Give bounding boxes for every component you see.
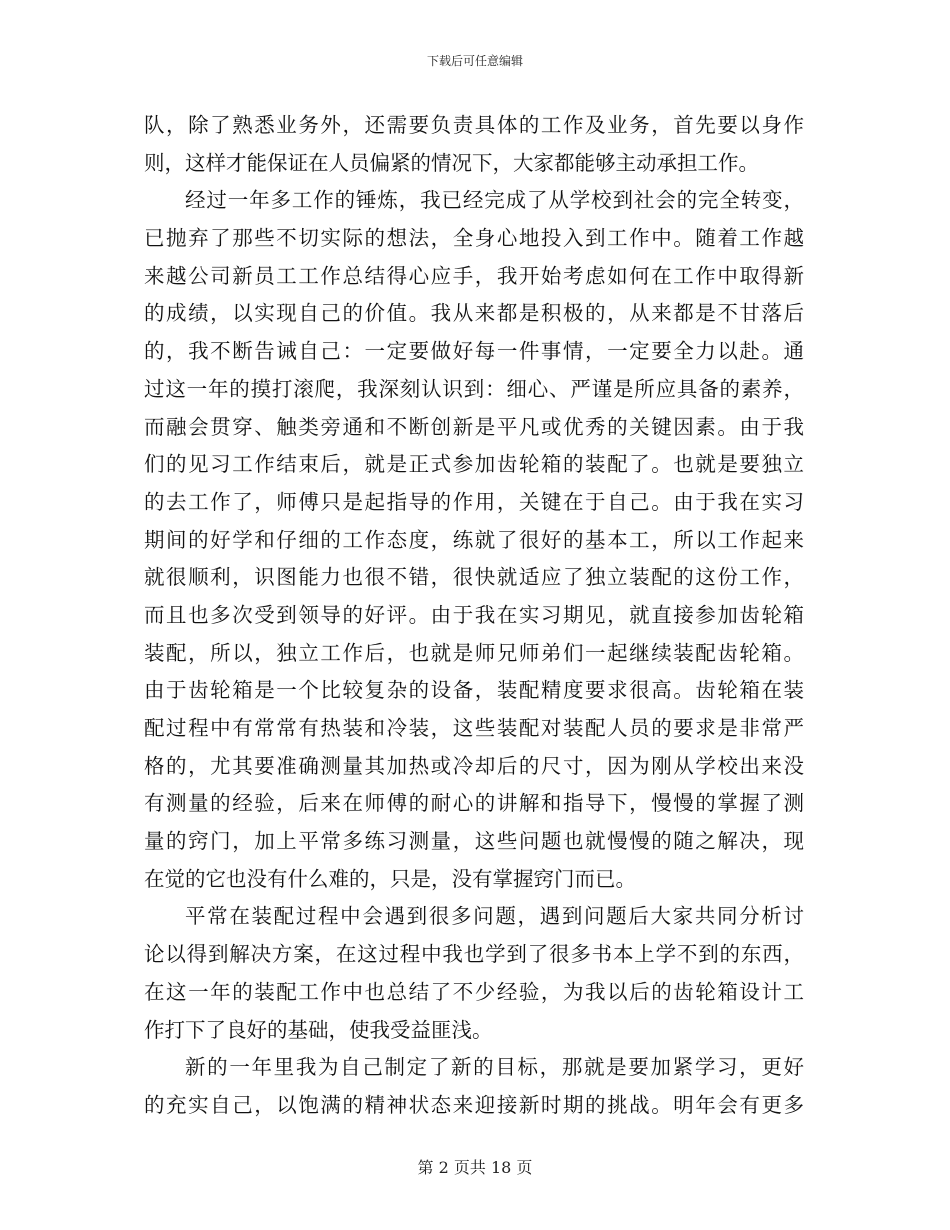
text-line: 期间的好学和仔细的工作态度，练就了很好的基本工，所以工作起来 — [144, 527, 804, 552]
text-line: 论以得到解决方案，在这过程中我也学到了很多书本上学不到的东西， — [144, 942, 804, 967]
text-line: 来越公司新员工工作总结得心应手，我开始考虑如何在工作中取得新 — [144, 263, 804, 288]
text-line: 们的见习工作结束后，就是正式参加齿轮箱的装配了。也就是要独立 — [144, 452, 804, 477]
text-line: 则，这样才能保证在人员偏紧的情况下，大家都能够主动承担工作。 — [144, 150, 759, 175]
text-line: 已抛弃了那些不切实际的想法，全身心地投入到工作中。随着工作越 — [144, 226, 804, 251]
text-line: 新的一年里我为自己制定了新的目标，那就是要加紧学习，更好 — [185, 1055, 804, 1080]
paragraph — [144, 1049, 804, 1124]
paragraph — [144, 107, 804, 182]
text-line: 队，除了熟悉业务外，还需要负责具体的工作及业务，首先要以身作 — [144, 113, 804, 137]
text-line: 的成绩，以实现自己的价值。我从来都是积极的，从来都是不甘落后 — [144, 301, 804, 326]
text-line: 由于齿轮箱是一个比较复杂的设备，装配精度要求很高。齿轮箱在装 — [144, 678, 804, 703]
text-line: 装配，所以，独立工作后，也就是师兄师弟们一起继续装配齿轮箱。 — [144, 640, 804, 665]
text-line: 量的窍门，加上平常多练习测量，这些问题也就慢慢的随之解决，现 — [144, 829, 804, 854]
paragraph — [144, 898, 804, 1049]
text-line: 有测量的经验，后来在师傅的耐心的讲解和指导下，慢慢的掌握了测 — [144, 791, 804, 816]
text-line: 而且也多次受到领导的好评。由于我在实习期见，就直接参加齿轮箱 — [144, 602, 804, 627]
text-line: 配过程中有常常有热装和冷装，这些装配对装配人员的要求是非常严 — [144, 716, 804, 740]
text-line: 而融会贯穿、触类旁通和不断创新是平凡或优秀的关键因素。由于我 — [144, 414, 804, 439]
text-line: 平常在装配过程中会遇到很多问题，遇到问题后大家共同分析讨 — [185, 904, 804, 929]
text-line: 在这一年的装配工作中也总结了不少经验，为我以后的齿轮箱设计工 — [144, 979, 804, 1004]
text-line: 经过一年多工作的锤炼，我已经完成了从学校到社会的完全转变， — [185, 188, 804, 213]
text-line: 在觉的它也没有什么难的，只是，没有掌握窍门而已。 — [144, 866, 636, 891]
text-line: 的，我不断告诫自己：一定要做好每一件事情，一定要全力以赴。通 — [144, 339, 804, 364]
paragraph — [144, 182, 804, 898]
page-footer: 第 2 页共 18 页 — [417, 1158, 533, 1177]
text-line: 就很顺利，识图能力也很不错，很快就适应了独立装配的这份工作， — [144, 565, 804, 590]
text-line: 的充实自己，以饱满的精神状态来迎接新时期的挑战。明年会有更多 — [144, 1092, 804, 1117]
document-body — [144, 107, 804, 1125]
text-line: 的去工作了，师傅只是起指导的作用，关键在于自己。由于我在实习 — [144, 489, 804, 514]
text-line: 格的，尤其要准确测量其加热或冷却后的尺寸，因为刚从学校出来没 — [144, 753, 804, 778]
text-line: 作打下了良好的基础，使我受益匪浅。 — [144, 1017, 493, 1042]
text-line: 过这一年的摸打滚爬，我深刻认识到：细心、严谨是所应具备的素养， — [144, 376, 804, 401]
page-header: 下载后可任意编辑 — [426, 54, 523, 68]
